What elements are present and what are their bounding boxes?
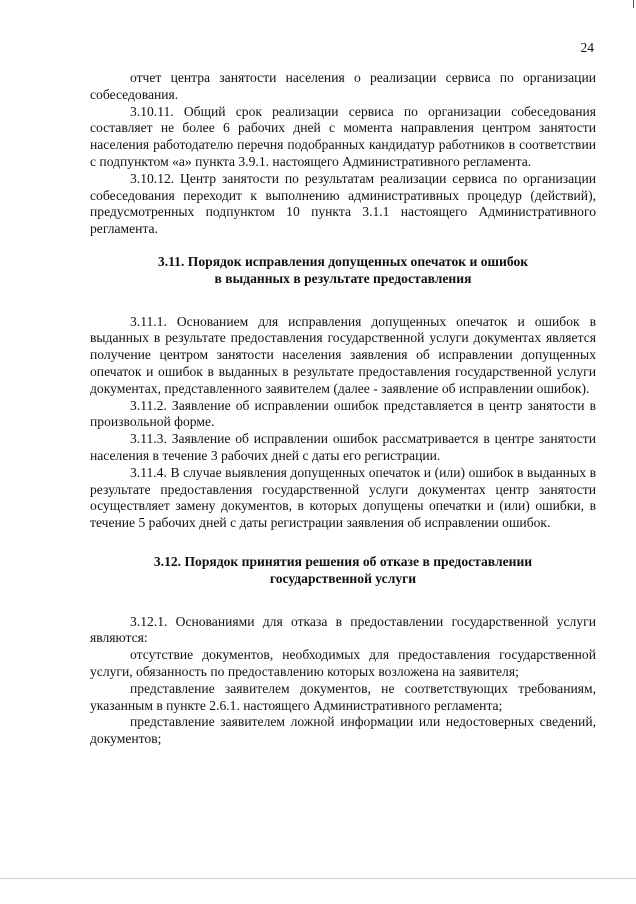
paragraph-3-11-1: 3.11.1. Основанием для исправления допущенных опечаток и ошибок в выданных в результате предоставления государственной услуги документах является получение центром занятости населения заявления об исправлении допущенных опечаток и ошибок в выданных в результате предоставления государственной услуги документах, представленного заявителем (далее - заявление об исправлении ошибок). — [90, 313, 596, 396]
section-heading-3-11 — [90, 254, 596, 288]
scan-edge-mark — [633, 0, 634, 8]
list-item-nonconforming-documents: представление заявителем документов, не соответствующих требованиям, указанным в пункте 2.6.1. настоящего Административного регламента; — [90, 680, 596, 713]
paragraph-3-10-12: 3.10.12. Центр занятости по результатам реализации сервиса по организации собеседования переходит к выполнению административных процедур (действий), предусмотренных подпунктом 10 пункта 3.1.1 настоящего Административного регламента. — [90, 170, 596, 237]
paragraph-3-11-3: 3.11.3. Заявление об исправлении ошибок рассматривается в центре занятости населения в течение 3 рабочих дней с даты его регистрации. — [90, 431, 596, 463]
list-item-missing-documents: отсутствие документов, необходимых для предоставления государственной услуги, обязанность по предоставлению которых возложена на заявителя; — [90, 647, 596, 679]
section-heading-3-11-line-2: в выданных в результате предоставления — [214, 270, 472, 286]
document-body — [90, 70, 596, 748]
list-item-false-information: представление заявителем ложной информации или недостоверных сведений, документов; — [90, 714, 596, 747]
scan-artifact-line — [0, 878, 636, 879]
paragraph-3-11-2: 3.11.2. Заявление об исправлении ошибок представляется в центр занятости в произвольной форме. — [90, 397, 596, 430]
paragraph-report-closing: отчет центра занятости населения о реализации сервиса по организации собеседования. — [90, 70, 596, 102]
section-heading-3-12 — [90, 554, 596, 588]
paragraph-3-11-4: 3.11.4. В случае выявления допущенных опечаток и (или) ошибок в выданных в результате предоставления государственной услуги документах центр занятости осуществляет замену документов, в которых допущены опечатки и (или) ошибки, в течение 5 рабочих дней с даты регистрации заявления об исправлении ошибок. — [90, 464, 596, 531]
section-heading-3-12-line-2: государственной услуги — [269, 570, 417, 586]
paragraph-3-10-11: 3.10.11. Общий срок реализации сервиса по организации собеседования составляет не более 6 рабочих дней с момента направления центром занятости населения работодателю перечня подобранных кандидатур работников в соответствии с подпунктом «а» пункта 3.9.1. настоящего Административного регламента. — [90, 103, 596, 169]
page-number: 24 — [580, 40, 594, 55]
section-heading-3-11-line-1: 3.11. Порядок исправления допущенных опечаток и ошибок — [157, 253, 529, 269]
section-heading-3-12-line-1: 3.12. Порядок принятия решения об отказе в предоставлении — [153, 553, 533, 569]
paragraph-3-12-1: 3.12.1. Основаниями для отказа в предоставлении государственной услуги являются: — [90, 613, 596, 646]
